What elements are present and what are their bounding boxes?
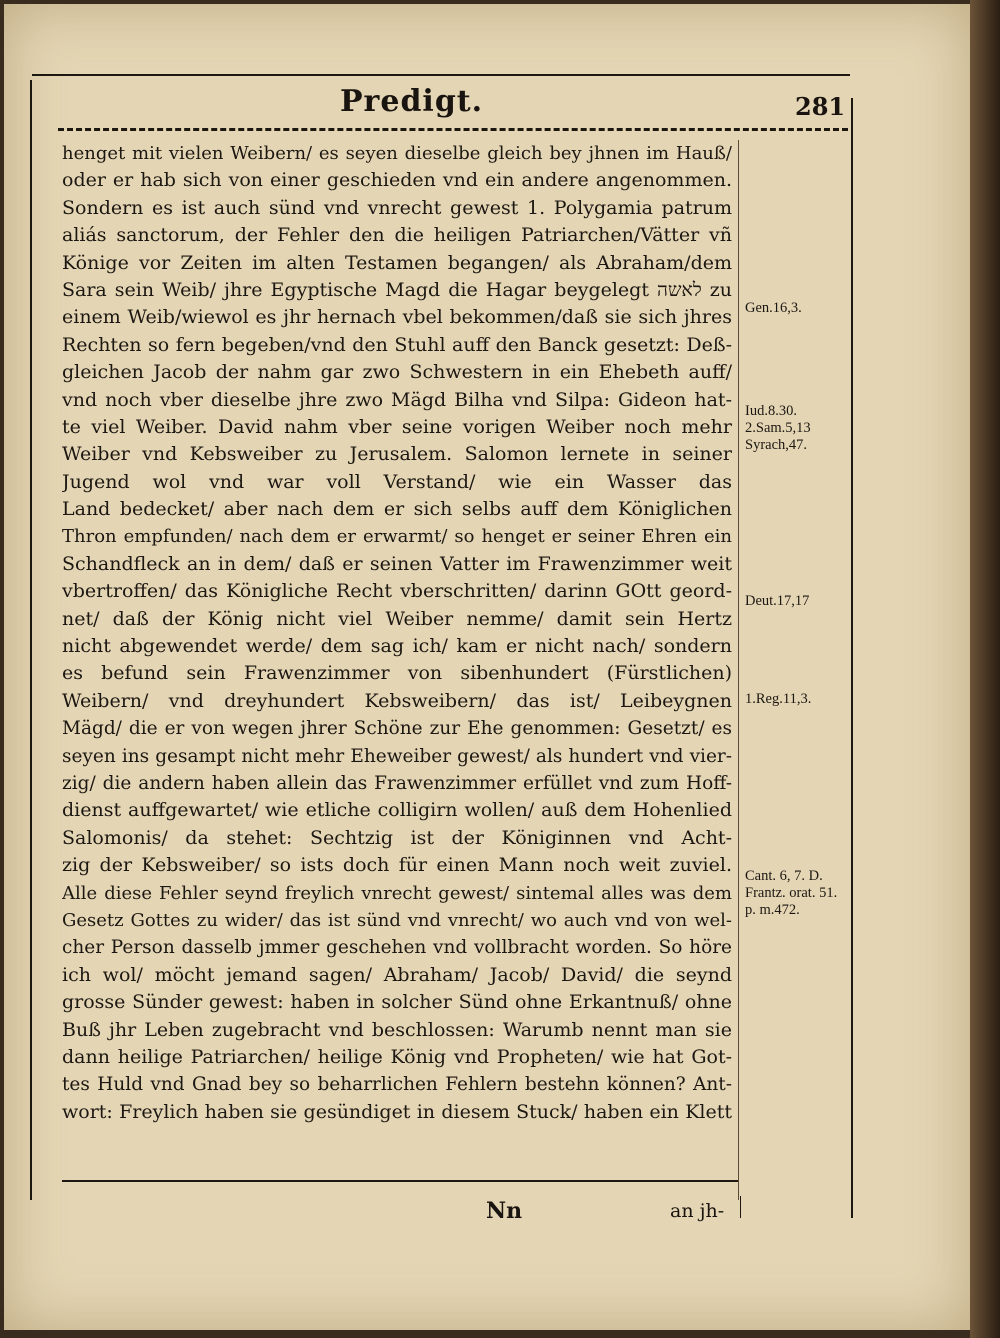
catchword: an jh- bbox=[670, 1200, 725, 1222]
page-edge bbox=[970, 0, 1000, 1338]
margin-column-rule bbox=[738, 140, 739, 1200]
text-line: oder er hab sich von einer geschieden vnd ein andere angenommen. bbox=[62, 169, 732, 192]
text-line: Sondern es ist auch sünd vnd vnrecht gewest 1. Polygamia patrum bbox=[62, 196, 732, 219]
text-line: Könige vor Zeiten im alten Testamen begangen/ als Abraham/dem bbox=[62, 251, 732, 274]
margin-note: Iud.8.30. 2.Sam.5,13 Syrach,47. bbox=[745, 403, 811, 453]
text-line: einem Weib/wiewol es jhr hernach vbel bekommen/daß sie sich jhres bbox=[62, 306, 732, 329]
right-rule bbox=[851, 98, 853, 1218]
text-line: Alle diese Fehler seynd freylich vnrecht gewest/ sintemal alles was dem bbox=[62, 882, 732, 904]
text-line: Weiber vnd Kebsweiber zu Jerusalem. Salomon lernete in seiner bbox=[62, 443, 732, 466]
text-line: dienst auffgewartet/ wie etliche colligirn wollen/ auß dem Hohenlied bbox=[62, 799, 732, 822]
text-line: Sara sein Weib/ jhre Egyptische Magd die Hagar beygelegt לאשה zu bbox=[62, 278, 732, 301]
signature-mark: Nn bbox=[486, 1198, 523, 1224]
top-rule bbox=[32, 74, 850, 76]
margin-note: Deut.17,17 bbox=[745, 593, 810, 609]
text-line: dann heilige Patriarchen/ heilige König vnd Propheten/ wie hat Got- bbox=[62, 1045, 732, 1068]
text-line: Weibern/ vnd dreyhundert Kebsweibern/ das ist/ Leibeygnen bbox=[62, 689, 732, 712]
text-line: net/ daß der König nicht viel Weiber nemme/ damit sein Hertz bbox=[62, 607, 732, 630]
text-line: Jugend wol vnd war voll Verstand/ wie ein Wasser das bbox=[62, 470, 732, 493]
margin-note: 1.Reg.11,3. bbox=[745, 691, 812, 707]
left-rule bbox=[30, 80, 32, 1200]
text-line: cher Person dasselb jmmer geschehen vnd vollbracht worden. So höre bbox=[62, 937, 732, 959]
text-line: Salomonis/ da stehet: Sechtzig ist der Königinnen vnd Acht- bbox=[62, 826, 732, 849]
text-line: Schandfleck an in dem/ daß er seinen Vatter im Frawenzimmer weit bbox=[62, 552, 732, 575]
text-line: zig der Kebsweiber/ so ists doch für einen Mann noch weit zuviel. bbox=[62, 854, 732, 877]
text-line: nicht abgewendet werde/ dem sag ich/ kam er nicht nach/ sondern bbox=[62, 635, 732, 658]
footer-rule bbox=[62, 1180, 738, 1182]
text-line: seyen ins gesampt nicht mehr Eheweiber gewest/ als hundert vnd vier- bbox=[62, 745, 732, 767]
margin-note: Gen.16,3. bbox=[745, 300, 802, 316]
text-line: wort: Freylich haben sie gesündiget in diesem Stuck/ haben ein Klett bbox=[62, 1100, 732, 1123]
header-rule bbox=[58, 128, 848, 131]
text-line: henget mit vielen Weibern/ es seyen dieselbe gleich bey jhnen im Hauß/ bbox=[62, 143, 732, 164]
catchword-tick bbox=[740, 1196, 741, 1218]
text-line: es befund sein Frawenzimmer von sibenhundert (Fürstlichen) bbox=[62, 662, 732, 685]
text-line: Mägd/ die er von wegen jhrer Schöne zur Ehe genommen: Gesetzt/ es bbox=[62, 718, 732, 740]
text-line: te viel Weiber. David nahm vber seine vorigen Weiber noch mehr bbox=[62, 415, 732, 438]
text-line: Land bedecket/ aber nach dem er sich selbs auff dem Königlichen bbox=[62, 498, 732, 521]
text-line: vbertroffen/ das Königliche Recht vberschritten/ darinn GOtt geord- bbox=[62, 580, 732, 603]
text-line: Gesetz Gottes zu wider/ das ist sünd vnd vnrecht/ wo auch vnd von wel- bbox=[62, 909, 732, 931]
text-line: Thron empfunden/ nach dem er erwarmt/ so henget er seiner Ehren ein bbox=[62, 526, 732, 548]
text-line: tes Huld vnd Gnad bey so beharrlichen Fehlern bestehn können? Ant- bbox=[62, 1074, 732, 1096]
text-line: aliás sanctorum, der Fehler den die heiligen Patriarchen/Vätter vñ bbox=[62, 224, 732, 247]
text-line: ich wol/ möcht jemand sagen/ Abraham/ Jacob/ David/ die seynd bbox=[62, 963, 732, 986]
page-number: 281 bbox=[795, 92, 846, 121]
running-head: Predigt. bbox=[340, 84, 484, 119]
margin-note: Cant. 6, 7. D. Frantz. orat. 51. p. m.472. bbox=[745, 868, 838, 918]
text-line: Buß jhr Leben zugebracht vnd beschlossen: Warumb nennt man sie bbox=[62, 1018, 732, 1041]
text-line: gleichen Jacob der nahm gar zwo Schwestern in ein Ehebeth auff/ bbox=[62, 361, 732, 384]
text-line: Rechten so fern begeben/vnd den Stuhl auff den Banck gesetzt: Deß- bbox=[62, 333, 732, 356]
text-line: grosse Sünder gewest: haben in solcher Sünd ohne Erkantnuß/ ohne bbox=[62, 991, 732, 1014]
body-text bbox=[62, 140, 732, 1126]
text-line: vnd noch vber dieselbe jhre zwo Mägd Bilha vnd Silpa: Gideon hat- bbox=[62, 388, 732, 411]
text-line: zig/ die andern haben allein das Frawenzimmer erfüllet vnd zum Hoff- bbox=[62, 772, 732, 794]
